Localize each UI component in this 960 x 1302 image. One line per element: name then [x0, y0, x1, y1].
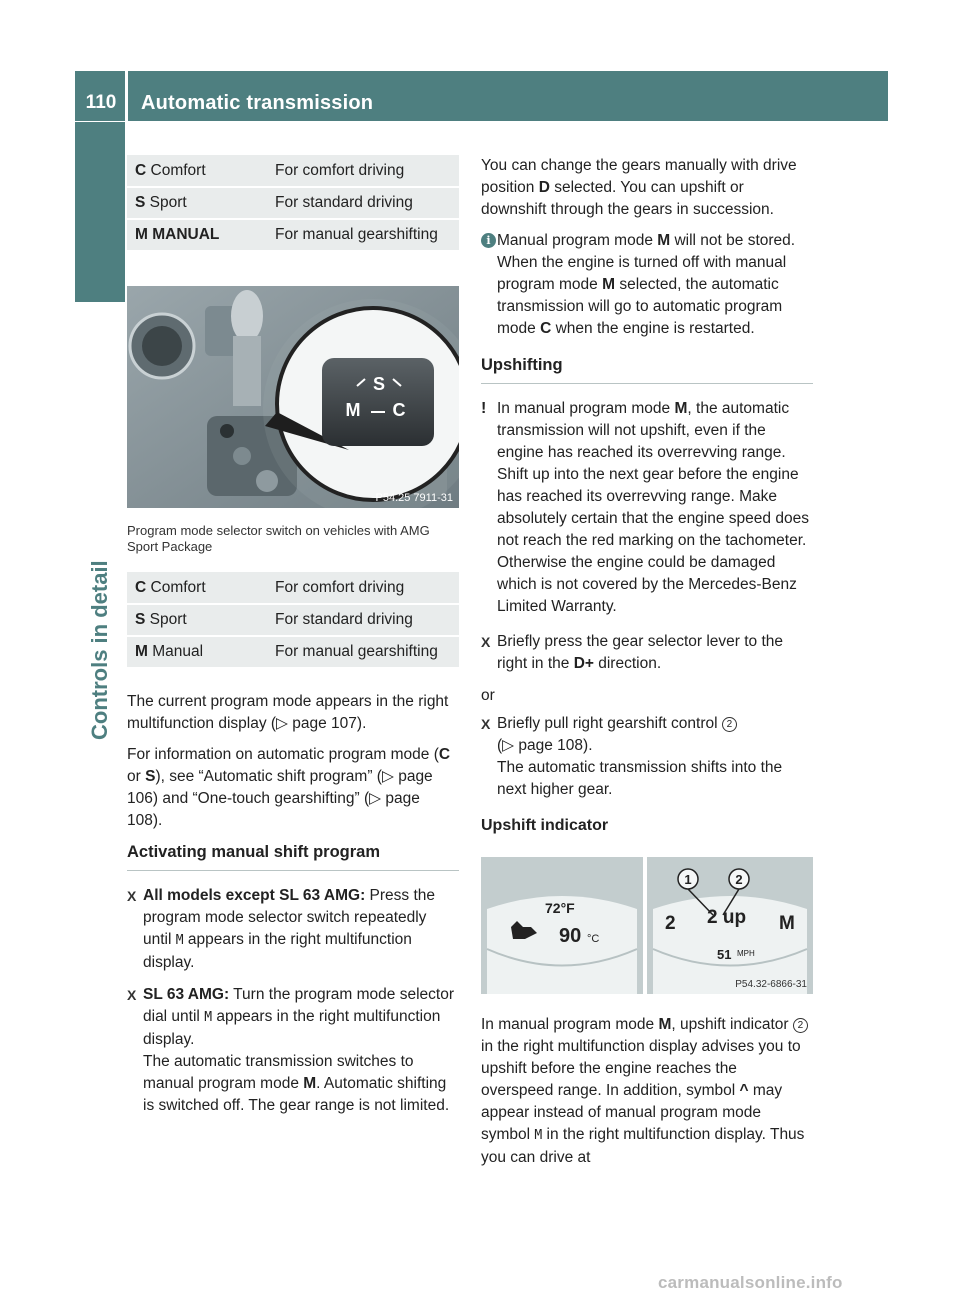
left-body — [127, 691, 459, 1117]
temperature-fahrenheit: 72°F — [545, 900, 575, 916]
callout-number: 2 — [793, 1018, 808, 1033]
upshift-indicator-figure — [481, 857, 813, 994]
step-x-icon: X — [481, 716, 491, 732]
table-row: S Sport For standard driving — [127, 604, 459, 636]
table-row: M MANUAL For manual gearshifting — [127, 219, 459, 251]
watermark: carmanualsonline.info — [658, 1273, 843, 1292]
mode-table-2 — [127, 572, 459, 669]
speed-value: 51 — [717, 947, 732, 962]
step-item: X All models except SL 63 AMG: Press the program mode selector switch repeatedly until M appears in the right multifunction display. — [127, 887, 436, 971]
info-note: i Manual program mode M will not be stored. When the engine is turned off with manual program mode M selected, the automatic transmission will go to automatic program mode C when the engine is restarted. — [481, 230, 813, 340]
step-x-icon: X — [127, 987, 137, 1003]
subsection-heading: Upshift indicator — [481, 817, 609, 834]
temperature-unit: °C — [587, 933, 600, 945]
table-row: C Comfort For comfort driving — [127, 572, 459, 604]
step-x-icon: X — [481, 634, 491, 650]
speed-unit: MPH — [737, 949, 755, 958]
paragraph: For information on automatic program mode (C or S), see “Automatic shift program” (▷ page 106) and “One-touch gearshifting” (▷ page 108). — [127, 746, 451, 829]
page-header — [75, 71, 888, 121]
temperature-celsius: 90 — [559, 925, 582, 947]
step-item: X Briefly press the gear selector lever to the right in the D+ direction. — [481, 633, 784, 672]
program-mode-switch — [322, 358, 434, 446]
page-title: Automatic transmission — [141, 92, 374, 114]
current-gear: 2 — [665, 913, 676, 934]
figure-code: P54.32-6866-31 — [735, 979, 807, 990]
warning-note: ! In manual program mode M, the automatic transmission will not upshift, even if the engine has reached its overrevving range. Shift up into the next gear before the engine has reached its overrevving range. Make absolutely certain that the engine speed does not reach the red marking on the tachometer. Otherwise the engine could be damaged which is not covered by the Mercedes-Benz Limited Warranty. — [481, 400, 809, 615]
side-tab-text: Controls in detail — [87, 560, 112, 740]
header-separator — [125, 71, 128, 121]
paragraph: In manual program mode M, upshift indicator 2 in the right multifunction display advises you to upshift before the engine reaches the overspeed range. In addition, symbol ^ may appear instead of manual program mode symbol M in the right multifunction display. Thus you can drive at — [481, 1014, 813, 1169]
switch-label-c: C — [392, 400, 406, 420]
callout-2-label: 2 — [735, 872, 743, 887]
table-row: S Sport For standard driving — [127, 187, 459, 219]
side-tab — [75, 122, 125, 302]
photo-caption: Program mode selector switch on vehicles with AMG Sport Package — [127, 523, 430, 554]
upshift-indicator: 2 up — [707, 907, 747, 928]
or-text: or — [481, 687, 495, 704]
dashboard-illustration — [481, 857, 813, 994]
side-tab-label — [82, 520, 122, 740]
page-number: 110 — [85, 92, 117, 113]
table-row: C Comfort For comfort driving — [127, 155, 459, 187]
selector-switch-illustration — [127, 286, 459, 508]
warning-icon: ! — [481, 400, 487, 417]
info-icon: i — [481, 233, 496, 248]
step-x-icon: X — [127, 888, 137, 904]
step-item: X Briefly pull right gearshift control 2 (▷ page 108). The automatic transmission shifts into the next higher gear. — [481, 715, 783, 798]
step-item: X SL 63 AMG: Turn the program mode selector dial until M appears in the right multifunction display. The automatic transmission switches to manual program mode M. Automatic shifting is switched off. The gear range is not limited. — [127, 986, 454, 1114]
program-mode-indicator: M — [779, 913, 795, 934]
photo-code: P54.25 7911-31 — [375, 492, 453, 504]
table-row: M Manual For manual gearshifting — [127, 636, 459, 668]
mode-table-1 — [127, 155, 459, 252]
switch-label-s: S — [372, 374, 386, 394]
callout-number: 2 — [722, 717, 737, 732]
paragraph: You can change the gears manually with drive position D selected. You can upshift or downshift through the gears in succession. — [481, 157, 797, 218]
callout-1-label: 1 — [684, 872, 692, 887]
paragraph: The current program mode appears in the right multifunction display (▷ page 107). — [127, 693, 449, 732]
selector-switch-photo — [127, 286, 459, 508]
right-column — [481, 155, 813, 1178]
section-heading: Upshifting — [481, 354, 813, 384]
switch-label-m: M — [345, 400, 361, 420]
left-column — [127, 155, 459, 1127]
section-heading: Activating manual shift program — [127, 841, 459, 871]
